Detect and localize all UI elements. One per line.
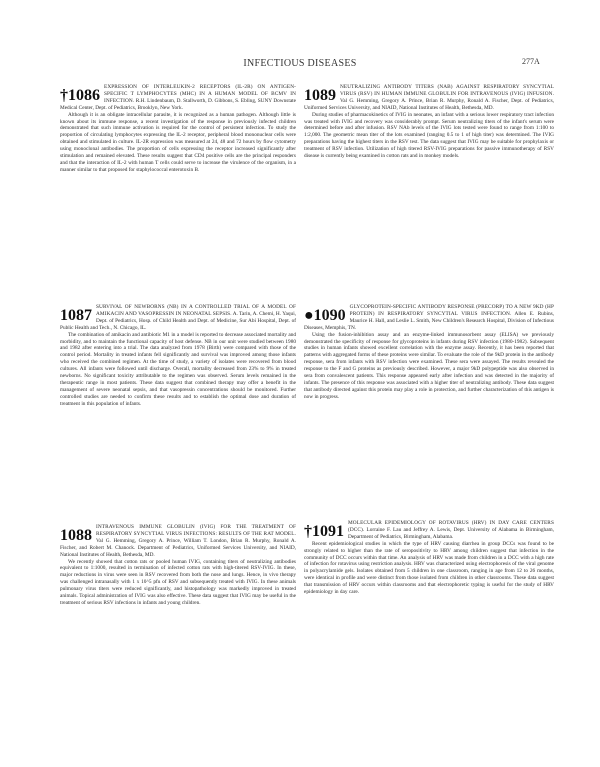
abstract-title: GLYCOPROTEIN-SPECIFIC ANTIBODY RESPONSE (PRECORP) TO A NEW 9KD (HP PROTEIN) IN RESPIRATORY SYNCYTIAL VIRUS INFECTION. bbox=[349, 304, 554, 317]
abstract-1091 bbox=[304, 520, 554, 596]
abstract-authors: Val G. Hemming, Gregory A. Prince, William T. London, Brian R. Murphy, Ronald A. Fischer, and Robert M. Chanock. Department of Pediatrics, Uniformed Services University, and NIAID, National Institutes of Health, Bethesda, MD. bbox=[60, 537, 296, 558]
abstract-number: ●1090 bbox=[304, 307, 346, 324]
abstract-1090 bbox=[304, 304, 554, 401]
abstract-authors: A. Tarin, A. Chemi, H. Yaqui, Dept. of Pediatrics, Hosp. of Child Health and Dept. of Medicine, Sur Abi Hospital, Dept. of Public Health and Tech., N. Chicago, IL. bbox=[60, 310, 296, 331]
abstract-authors: Lorraine F. Lau and Jeffrey A. Lewis, Dept. University of Alabama in Birmingham, Department of Pediatrics, Birmingham, Alabama. bbox=[348, 526, 555, 540]
page-number: 277A bbox=[522, 57, 540, 66]
abstract-1086 bbox=[60, 84, 296, 174]
abstract-number: †1091 bbox=[304, 523, 344, 540]
abstract-number: 1088 bbox=[60, 527, 92, 544]
abstract-1087 bbox=[60, 304, 296, 408]
abstract-authors: Val G. Hemming, Gregory A. Prince, Brian R. Murphy, Ronald A. Fischer, Dept. of Pediatrics, Uniformed Services University, and NIAID, National Institutes of Health, Bethesda, MD. bbox=[304, 97, 554, 111]
abstract-body: Although it is an obligate intracellular parasite, it is recognized as a human pathogen. Although little is known about its immune response, a recent investigation of the response in previously infected children demonstrated that such immune activation is required for the control of persistent infection. To study the proportion of circulating lymphocytes expressing the IL-2 receptor, peripheral blood mononuclear cells were obtained and stimulated in culture. IL-2R expression was measured at 24, 48 and 72 hours by flow cytometry using monoclonal antibodies. The proportion of cells expressing the receptor increased significantly after stimulation and remained elevated. These results suggest that CD4 positive cells are the principal responders and that the interaction of IL-2 with human T cells could serve to increase the virulence of the organism, in a manner similar to that proposed for staphylococcal enterotoxin B. bbox=[60, 111, 296, 173]
abstract-body: Recent epidemiological studies in which the type of HRV causing diarrhea in group DCCs was found to be strongly related to higher than the rate of seropositivity to HRV among children suggest that infection in the community of DCC occurs within that time. An analysis of HRV was made from children in a DCC with a high rate of infection for rotavirus using restriction analysis. HRV was characterized using electrophoresis of the viral genome in polyacrylamide gels. Isolates obtained from 5 children in one classroom, ranging in age from 12 to 26 months, were identical in profile and were distinct from those isolated from children in other classrooms. These data suggest that transmission of HRV occurs within classrooms and that electrophoretic typing is useful for the study of HRV epidemiology in day care. bbox=[304, 540, 554, 596]
abstract-1088 bbox=[60, 524, 296, 607]
abstract-title: EXPRESSION OF INTERLEUKIN-2 RECEPTORS (IL-2R) ON ANTIGEN-SPECIFIC T LYMPHOCYTES (MHC) IN A HUMAN MODEL OF BCMV IN INFECTION. bbox=[104, 84, 296, 104]
abstract-authors: R.H. Lindenbaum, D. Stallworth, D. Gibbons, S. Ebling, SUNY Downstate Medical Center, Dept. of Pediatrics, Brooklyn, New York. bbox=[60, 97, 296, 111]
abstract-title: SURVIVAL OF NEWBORNS (NB) IN A CONTROLLED TRIAL OF A MODEL OF AMIKACIN AND VASOPRESSIN IN NEONATAL SEPSIS. bbox=[96, 304, 296, 317]
abstract-body: Using the fusion-inhibition assay and an enzyme-linked immunosorbent assay (ELISA) we previously demonstrated the specificity of response for glycoproteins in infants during RSV infection (1980-1982). Subsequent studies in human infants showed excellent correlation with the enzyme assay. Recently, it has been reported that patterns with aggregated forms of these proteins were similar. To evaluate the role of the 9kD protein in the antibody response, sera from infants with RSV infection were examined. These sera were assayed. The results revealed the response to the F and G proteins as previously described. However, a major 9kD polypeptide was also observed in sera from convalescent patients. This response appeared early after infection and was detected in the majority of infants. The presence of this response was associated with a higher titer of neutralizing antibody. These data suggest that antibody directed against this protein may play a role in protection, and further characterization of this antigen is now in progress. bbox=[304, 331, 554, 400]
abstract-body: The combination of amikacin and antibiotic M1 in a model is reported to decrease associated mortality and morbidity, and to maintain the functional capacity of host defense. NB in our unit were studied between 1980 and 1982 after entering into a trial. The data analyzed from 1978 (Birth) were compared with those of the control period. Mortality in treated infants fell significantly and survival was improved among those infants who received the combined regimen. At the time of study, a variety of isolates were recovered from blood cultures. All infants were followed until discharge. Overall, mortality decreased from 23% to 9% in treated newborns. No significant toxicity attributable to the regimen was observed. Serum levels remained in the therapeutic range in most patients. These data suggest that combined therapy may offer a benefit in the management of severe neonatal sepsis, and that vasopressin concentrations should be monitored. Further controlled studies are needed to confirm these results and to establish the optimal dose and duration of treatment in this population of infants. bbox=[60, 331, 296, 407]
abstract-title: NEUTRALIZING ANTIBODY TITERS (NAB) AGAINST RESPIRATORY SYNCYTIAL VIRUS (RSV) IN HUMAN IMMUNE GLOBULIN FOR INTRAVENOUS (IVIG) INFUSION. bbox=[340, 84, 554, 97]
abstract-number: 1087 bbox=[60, 307, 92, 324]
abstract-number: 1089 bbox=[304, 87, 336, 104]
abstract-title: INTRAVENOUS IMMUNE GLOBULIN (IVIG) FOR THE TREATMENT OF RESPIRATORY SYNCYTIAL VIRUS INFECTIONS: RESULTS OF THE RAT MODEL. bbox=[96, 524, 296, 537]
abstract-authors: Allen E. Rubins, Maurice H. Hall, and Leslie L. Smith, New Children's Research Hospital, Division of Infectious Diseases, Memphis, TN. bbox=[304, 310, 554, 331]
abstract-title: MOLECULAR EPIDEMIOLOGY OF ROTAVIRUS (HRV) IN DAY CARE CENTERS (DCC). bbox=[348, 520, 554, 533]
abstract-body: We recently showed that cotton rats or pooled human IVIG, containing titers of neutralizing antibodies equivalent to 1:1000, resulted in termination of infected cotton rats with high-titered RSV-IVIG. In these, major reductions in virus were seen in RSV recovered from both the nose and lungs. Hence, in vivo therapy was challenged intranasally with 1 x 10^5 pfu of RSV and subsequently treated with IVIG. In these animals pulmonary virus titers were reduced significantly, and histopathology was markedly improved in treated animals. Topical administration of IVIG was also effective. These data suggest that IVIG may be useful in the treatment of serious RSV infections in infants and young children. bbox=[60, 558, 296, 606]
abstract-body: During studies of pharmacokinetics of IVIG in neonates, an infant with a serious lower respiratory tract infection was treated with IVIG and recovery was considerably prompt. Serum neutralizing titers of the infant's serum were determined before and after infusion. RSV NAb levels of the IVIG lots tested were found to range from 1:100 to 1:2,000. The geometric mean titer of the lots examined (ranging 0.5 to 1 of high titer) was determined. The IVIG preparations having the highest titers in the RSV test. The data suggest that IVIG may be suitable for prophylaxis or treatment of RSV infection. Utilization of high titered RSV-IVIG preparations for passive immunotherapy of RSV disease is currently being examined in cotton rats and in monkey models. bbox=[304, 111, 554, 160]
running-header: INFECTIOUS DISEASES bbox=[243, 58, 357, 69]
abstract-1089 bbox=[304, 84, 554, 160]
abstract-number: †1086 bbox=[60, 87, 100, 104]
